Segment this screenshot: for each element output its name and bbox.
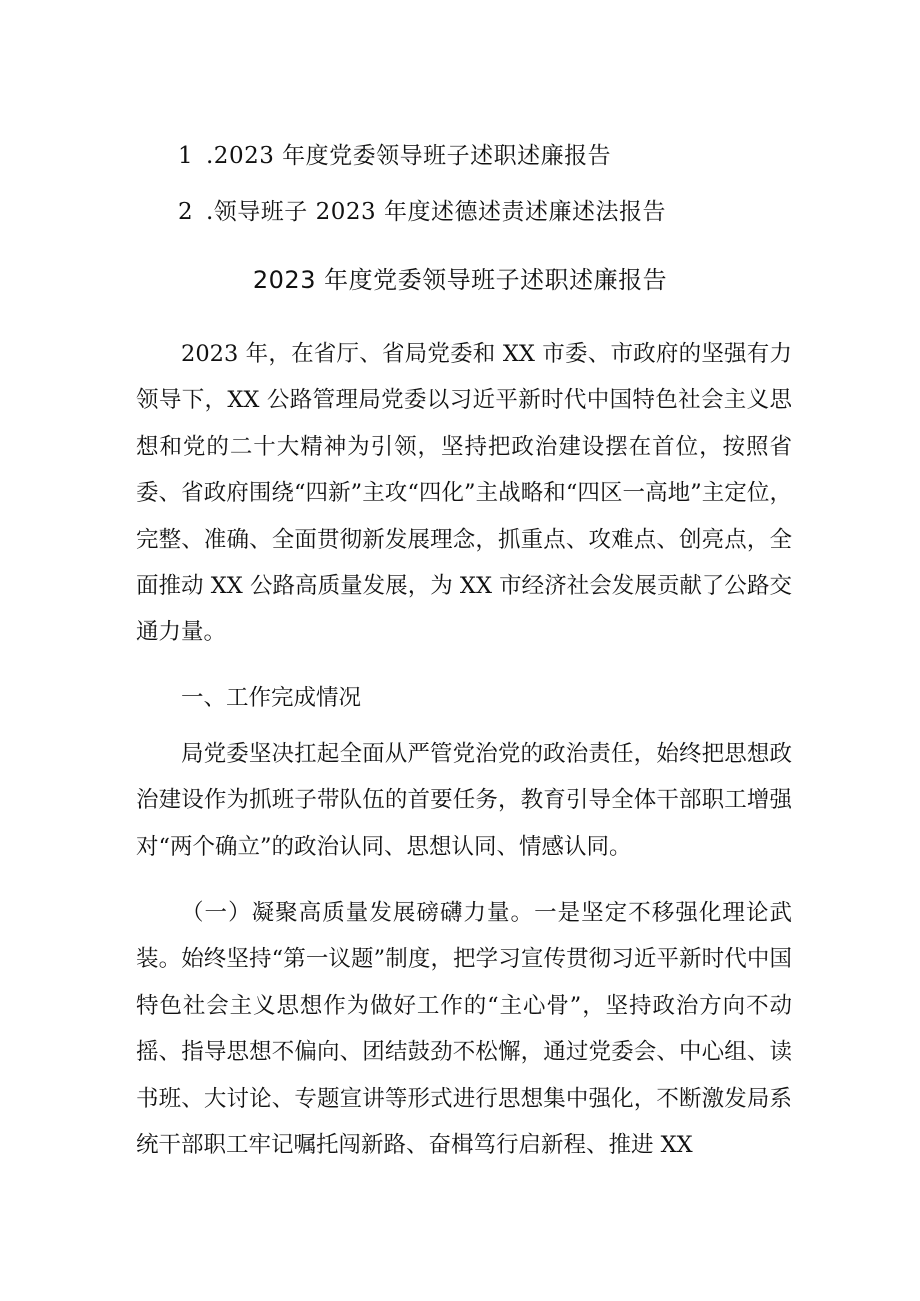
intro-paragraph: 2023 年，在省厅、省局党委和 XX 市委、市政府的坚强有力领导下，XX 公路管理局党委以习近平新时代中国特色社会主义思想和党的二十大精神为引领，坚持把政治建设摆在首位，按照省委、省政府围绕“四新”主攻“四化”主战略和“四区一高地”主定位，完整、准确、全面贯彻新发展理念，抓重点、攻难点、创亮点，全面推动 XX 公路高质量发展，为 XX 市经济社会发展贡献了公路交通力量。 (136, 341, 792, 646)
toc-item-number: 1 (178, 143, 194, 169)
section-body-paragraph: 局党委坚决扛起全面从严管党治党的政治责任，始终把思想政治建设作为抓班子带队伍的首要任务，教育引导全体干部职工增强对“两个确立”的政治认同、思想认同、情感认同。 (136, 741, 792, 860)
subsection-paragraph: （一）凝聚高质量发展磅礴力量。一是坚定不移强化理论武装。始终坚持“第一议题”制度，把学习宣传贯彻习近平新时代中国特色社会主义思想作为做好工作的“主心骨”，坚持政治方向不动摇、指导思想不偏向、团结鼓劲不松懈，通过党委会、中心组、读书班、大讨论、专题宣讲等形式进行思想集中强化，不断激发局系统干部职工牢记嘱托闯新路、奋楫笃行启新程、推进 XX (136, 900, 792, 1159)
section-heading: 一、工作完成情况 (181, 685, 362, 711)
table-of-contents (178, 128, 818, 240)
toc-item-2[interactable] (178, 184, 818, 240)
toc-item-text: .2023 年度党委领导班子述职述廉报告 (206, 143, 612, 169)
toc-item-text: .领导班子 2023 年度述德述责述廉述法报告 (206, 199, 666, 225)
toc-item-number: 2 (178, 199, 194, 225)
toc-item-1[interactable] (178, 128, 818, 184)
document-title: 2023 年度党委领导班子述职述廉报告 (252, 266, 668, 294)
